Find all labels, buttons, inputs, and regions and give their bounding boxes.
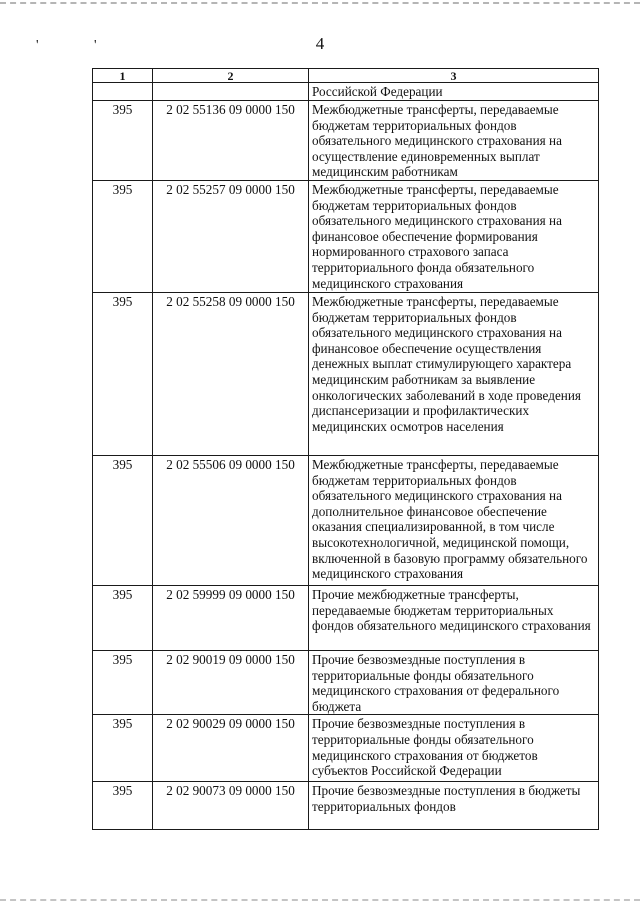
admin-code: 395 bbox=[93, 782, 153, 830]
budget-classification-code: 2 02 55506 09 0000 150 bbox=[153, 455, 309, 585]
admin-code: 395 bbox=[93, 292, 153, 455]
admin-code: 395 bbox=[93, 585, 153, 650]
scan-top-edge bbox=[0, 2, 640, 4]
corner-marks: ' ' bbox=[36, 38, 123, 53]
budget-classification-code: 2 02 55136 09 0000 150 bbox=[153, 101, 309, 181]
column-header-1: 1 bbox=[93, 69, 153, 83]
budget-classification-code: 2 02 90029 09 0000 150 bbox=[153, 715, 309, 782]
table-header-row bbox=[93, 69, 599, 83]
income-description: Межбюджетные трансферты, передаваемые бюджетам территориальных фондов обязательного медицинского страхования на финансовое обеспечение формирования нормированного страхового запаса территориального фонда обязательного медицинского страхования bbox=[309, 180, 599, 292]
admin-code: 395 bbox=[93, 455, 153, 585]
table-row bbox=[93, 292, 599, 455]
income-description: Межбюджетные трансферты, передаваемые бюджетам территориальных фондов обязательного медицинского страхования на дополнительное финансовое обеспечение оказания специализированной, в том числе высокотехнологичной, медицинской помощи, включенной в базовую программу обязательного медицинского страхования bbox=[309, 455, 599, 585]
income-description: Межбюджетные трансферты, передаваемые бюджетам территориальных фондов обязательного медицинского страхования на финансовое обеспечение осуществления денежных выплат стимулирующего характера медицинским работникам за выявление онкологических заболеваний в ходе проведения диспансеризации и профилактических медицинских осмотров населения bbox=[309, 292, 599, 455]
table-row bbox=[93, 650, 599, 714]
table-row-carryover bbox=[93, 83, 599, 101]
column-header-3: 3 bbox=[309, 69, 599, 83]
table-row bbox=[93, 455, 599, 585]
admin-code: 395 bbox=[93, 715, 153, 782]
table-row bbox=[93, 101, 599, 181]
admin-code: 395 bbox=[93, 650, 153, 714]
budget-codes-table bbox=[92, 68, 599, 830]
income-description: Межбюджетные трансферты, передаваемые бюджетам территориальных фондов обязательного медицинского страхования на осуществление единовременных выплат медицинским работникам bbox=[309, 101, 599, 181]
admin-code: 395 bbox=[93, 101, 153, 181]
carryover-text: Российской Федерации bbox=[309, 83, 599, 101]
income-description: Прочие межбюджетные трансферты, передаваемые бюджетам территориальных фондов обязательного медицинского страхования bbox=[309, 585, 599, 650]
budget-classification-code: 2 02 55257 09 0000 150 bbox=[153, 180, 309, 292]
page-number: 4 bbox=[315, 34, 325, 53]
admin-cell bbox=[93, 83, 153, 101]
income-description: Прочие безвозмездные поступления в территориальные фонды обязательного медицинского страхования от бюджетов субъектов Российской Федерации bbox=[309, 715, 599, 782]
income-description: Прочие безвозмездные поступления в территориальные фонды обязательного медицинского страхования от федерального бюджета bbox=[309, 650, 599, 714]
scan-bottom-edge bbox=[0, 899, 640, 901]
budget-classification-code: 2 02 90073 09 0000 150 bbox=[153, 782, 309, 830]
table-row bbox=[93, 715, 599, 782]
income-description: Прочие безвозмездные поступления в бюджеты территориальных фондов bbox=[309, 782, 599, 830]
code-cell bbox=[153, 83, 309, 101]
budget-classification-code: 2 02 59999 09 0000 150 bbox=[153, 585, 309, 650]
admin-code: 395 bbox=[93, 180, 153, 292]
budget-classification-code: 2 02 90019 09 0000 150 bbox=[153, 650, 309, 714]
table-row bbox=[93, 180, 599, 292]
table-row bbox=[93, 782, 599, 830]
budget-classification-code: 2 02 55258 09 0000 150 bbox=[153, 292, 309, 455]
table-row bbox=[93, 585, 599, 650]
column-header-2: 2 bbox=[153, 69, 309, 83]
